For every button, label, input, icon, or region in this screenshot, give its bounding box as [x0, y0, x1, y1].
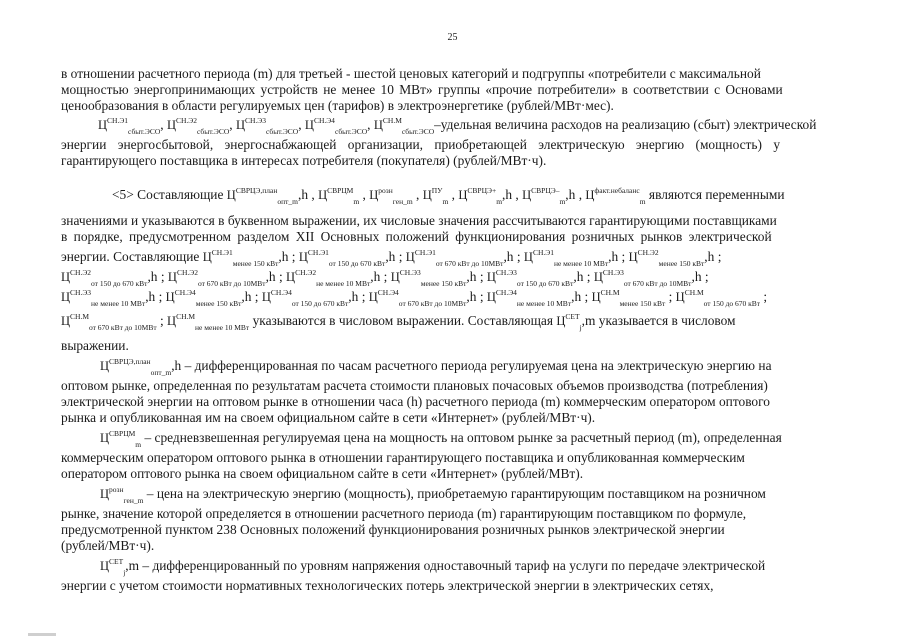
text-line: в отношении расчетного периода (m) для третьей - шестой ценовых категорий и подгруппы «потребители с максимальной — [61, 66, 761, 81]
text-line: (рублей/МВт·ч). — [61, 538, 155, 553]
formula-symbol: $Ц^{розн}_{ген\_m}$ — [100, 484, 144, 505]
formula-symbol: $Ц^{СН.Э3}_{не менее 10 МВт}$ — [61, 287, 146, 308]
formula-symbol: $Ц^{СН.Э3}_{сбыт.ЭСО}$ — [235, 115, 299, 136]
formula-symbol: $Ц^{СН.Э4}_{менее 150 кВт}$ — [165, 287, 242, 308]
text-line: в порядке, предусмотренном разделом XII Основных положений функционирования розничных рынков электрической — [61, 229, 772, 244]
formula-symbol: $Ц^{СЕТ}_j$ — [100, 556, 126, 577]
formula-symbol: $Ц^{СВРЦЭ,план}_{опт\_m}$ — [100, 356, 172, 377]
text-line: рынка и опубликованная им на своем официальном сайте в сети «Интернет» (рублей/МВт·ч). — [61, 410, 596, 425]
text-line: энергии. Составляющие $Ц^{СН.Э1}_{менее 150 кВт},h$ ; $Ц^{СН.Э1}_{от 150 до 670 кВт},h$ ; $Ц^{СН.Э1}_{от 670 кВт до 10МВт},h$ ; $Ц^{СН.Э1}_{не менее 10 МВт},h$ ; $Ц^{СН.Э2}_{менее 150 кВт},h$ ; — [61, 247, 722, 268]
text-line: $Ц^{СН.Э3}_{не менее 10 МВт},h$ ; $Ц^{СН.Э4}_{менее 150 кВт},h$ ; $Ц^{СН.Э4}_{от 150 до 670 кВт},h$ ; $Ц^{СН.Э4}_{от 670 кВт до 10МВт},h$ ; $Ц^{СН.Э4}_{не менее 10 МВт},h$ ; $Ц^{СН.М}_{менее 150 кВт}$ ; $Ц^{СН.М}_{от 150 до 670 кВт}$ ; — [61, 287, 768, 308]
formula-symbol: $Ц^{СН.Э3}_{менее 150 кВт}$ — [390, 267, 467, 288]
text-line: оператором оптового рынка на своем официальном сайте в сети «Интернет» (рублей/МВт). — [61, 466, 584, 481]
scan-artifact — [28, 633, 56, 636]
text-line: электрической энергии на оптовом рынке в отношении часа (h) расчетного периода (m) коммерческим оператором оптового — [61, 394, 770, 409]
formula-symbol: $Ц^{СН.Э2}_{менее 150 кВт}$ — [628, 247, 705, 268]
text-line: рынке, значение которой определяется в отношении расчетного периода (m) гарантирующим поставщиком по формуле, — [61, 506, 747, 521]
formula-symbol: $Ц^{СН.Э4}_{сбыт.ЭСО}$ — [304, 115, 368, 136]
formula-symbol: $Ц^{СН.М}_{не менее 10 МВт}$ — [167, 311, 250, 332]
text-line: энергии энергосбытовой, энергоснабжающей организации, приобретающей электрическую энергию (мощность) у — [61, 137, 781, 152]
formula-symbol: $Ц^{СЕТ}_j$ — [556, 311, 582, 332]
text-line: $Ц^{СЕТ}_j,m$ – дифференцированный по уровням напряжения одноставочный тариф на услуги по передаче электрической — [100, 556, 766, 577]
formula-symbol: $Ц^{СВРЦМ}_m$ — [318, 185, 360, 206]
text-line: гарантирующего поставщика в интересах потребителя (покупателя) (рублей/МВт·ч). — [61, 153, 547, 168]
text-line: $Ц^{СН.Э1}_{сбыт.ЭСО}$, $Ц^{СН.Э2}_{сбыт.ЭСО}$, $Ц^{СН.Э3}_{сбыт.ЭСО}$, $Ц^{СН.Э4}_{сбыт.ЭСО}$, $Ц^{СН.М}_{сбыт.ЭСО}$–удельная величина расходов на реализацию (сбыт) электрической — [98, 115, 817, 136]
formula-symbol: $Ц^{СН.Э1}_{от 150 до 670 кВт}$ — [298, 247, 386, 268]
text-line: ценообразования в области регулируемых цен (тарифов) в электроэнергетике (рублей/МВт·мес). — [61, 98, 614, 113]
text-line: $Ц^{СВРЦЭ,план}_{опт\_m},h$ – дифференцированная по часам расчетного периода регулируемая цена на электрическую энергию на — [100, 356, 772, 377]
text-line: $Ц^{розн}_{ген\_m}$ – цена на электрическую энергию (мощность), приобретаемую гарантирующим поставщиком на розничном — [100, 484, 766, 505]
formula-symbol: $Ц^{СН.Э3}_{от 150 до 670 кВт}$ — [486, 267, 574, 288]
formula-symbol: $Ц^{СВРЦЭ-}_m$ — [522, 185, 566, 206]
text-line: выражении. — [61, 338, 129, 353]
formula-symbol: $Ц^{СН.М}_{менее 150 кВт}$ — [591, 287, 666, 308]
formula-symbol: $Ц^{СН.Э4}_{от 150 до 670 кВт}$ — [261, 287, 349, 308]
formula-symbol: $Ц^{ПУ}_m$ — [422, 185, 449, 206]
formula-symbol: $Ц^{СН.Э1}_{не менее 10 МВт}$ — [523, 247, 609, 268]
formula-symbol: $Ц^{СН.Э4}_{от 670 кВт до 10МВт}$ — [368, 287, 467, 308]
text-line: значениями и указываются в буквенном выражении, их числовые значения рассчитываются гарантирующими поставщиками — [61, 213, 777, 228]
formula-symbol: $Ц^{СН.М}_{от 150 до 670 кВт}$ — [675, 287, 761, 308]
formula-symbol: $Ц^{СВРЦЭ,план}_{опт\_m}$ — [226, 185, 298, 206]
page-number: 25 — [447, 32, 458, 43]
text-line: оптовом рынке, определенная по результатам расчета стоимости плановых почасовых объемов производства (потребления) — [61, 378, 768, 393]
formula-symbol: $Ц^{СН.М}_{сбыт.ЭСО}$ — [373, 115, 435, 136]
text-line: предусмотренной пунктом 238 Основных положений функционирования розничных рынков электрической энергии — [61, 522, 725, 537]
formula-symbol: $Ц^{СН.Э2}_{сбыт.ЭСО}$ — [166, 115, 230, 136]
formula-symbol: $Ц^{СН.Э1}_{сбыт.ЭСО}$ — [98, 115, 161, 136]
text-line: энергии с учетом стоимости нормативных технологических потерь электрической энергии в электрических сетях, — [61, 578, 714, 593]
formula-symbol: $Ц^{СН.Э2}_{от 150 до 670 кВт}$ — [61, 267, 148, 288]
text-line: коммерческим оператором оптового рынка в отношении гарантирующего поставщика и опубликованная коммерческим — [61, 450, 745, 465]
text-line: $Ц^{СВРЦМ}_m$ – средневзвешенная регулируемая цена на мощность на оптовом рынке за расчетный период (m), определенная — [100, 428, 782, 449]
text-line: $Ц^{СН.М}_{от 670 кВт до 10МВт}$ ; $Ц^{СН.М}_{не менее 10 МВт}$ указываются в числовом выражении. Составляющая $Ц^{СЕТ}_j,m$ указывается в числовом — [61, 311, 736, 332]
formula-symbol: $Ц^{факт.небаланс}_m$ — [585, 185, 646, 206]
formula-symbol: $Ц^{розн}_{ген\_m}$ — [369, 185, 413, 206]
formula-symbol: $Ц^{СН.Э1}_{менее 150 кВт}$ — [202, 247, 279, 268]
text-line: <5> Составляющие $Ц^{СВРЦЭ,план}_{опт\_m},h$ , $Ц^{СВРЦМ}_m$ , $Ц^{розн}_{ген\_m}$ , $Ц^{ПУ}_m$ , $Ц^{СВРЦЭ+}_m,h$ , $Ц^{СВРЦЭ-}_m,h$ , $Ц^{факт.небаланс}_m$ являются переменными — [112, 185, 785, 206]
text-line: $Ц^{СН.Э2}_{от 150 до 670 кВт},h$ ; $Ц^{СН.Э2}_{от 670 кВт до 10МВт},h$ ; $Ц^{СН.Э2}_{не менее 10 МВт},h$ ; $Ц^{СН.Э3}_{менее 150 кВт},h$ ; $Ц^{СН.Э3}_{от 150 до 670 кВт},h$ ; $Ц^{СН.Э3}_{от 670 кВт до 10МВт},h$ ; — [61, 267, 709, 288]
formula-symbol: $Ц^{СВРЦЭ+}_m$ — [458, 185, 503, 206]
text-line: мощностью энергопринимающих устройств не менее 10 МВт» группы «прочие потребители» в соответствии с Основами — [61, 82, 783, 97]
formula-symbol: $Ц^{СН.Э3}_{от 670 кВт до 10МВт}$ — [593, 267, 692, 288]
formula-symbol: $Ц^{СВРЦМ}_m$ — [100, 428, 142, 449]
formula-symbol: $Ц^{СН.Э4}_{не менее 10 МВт}$ — [486, 287, 572, 308]
formula-symbol: $Ц^{СН.Э2}_{не менее 10 МВт}$ — [286, 267, 371, 288]
formula-symbol: $Ц^{СН.М}_{от 670 кВт до 10МВт}$ — [61, 311, 157, 332]
formula-symbol: $Ц^{СН.Э1}_{от 670 кВт до 10МВт}$ — [405, 247, 504, 268]
formula-symbol: $Ц^{СН.Э2}_{от 670 кВт до 10МВт}$ — [167, 267, 266, 288]
